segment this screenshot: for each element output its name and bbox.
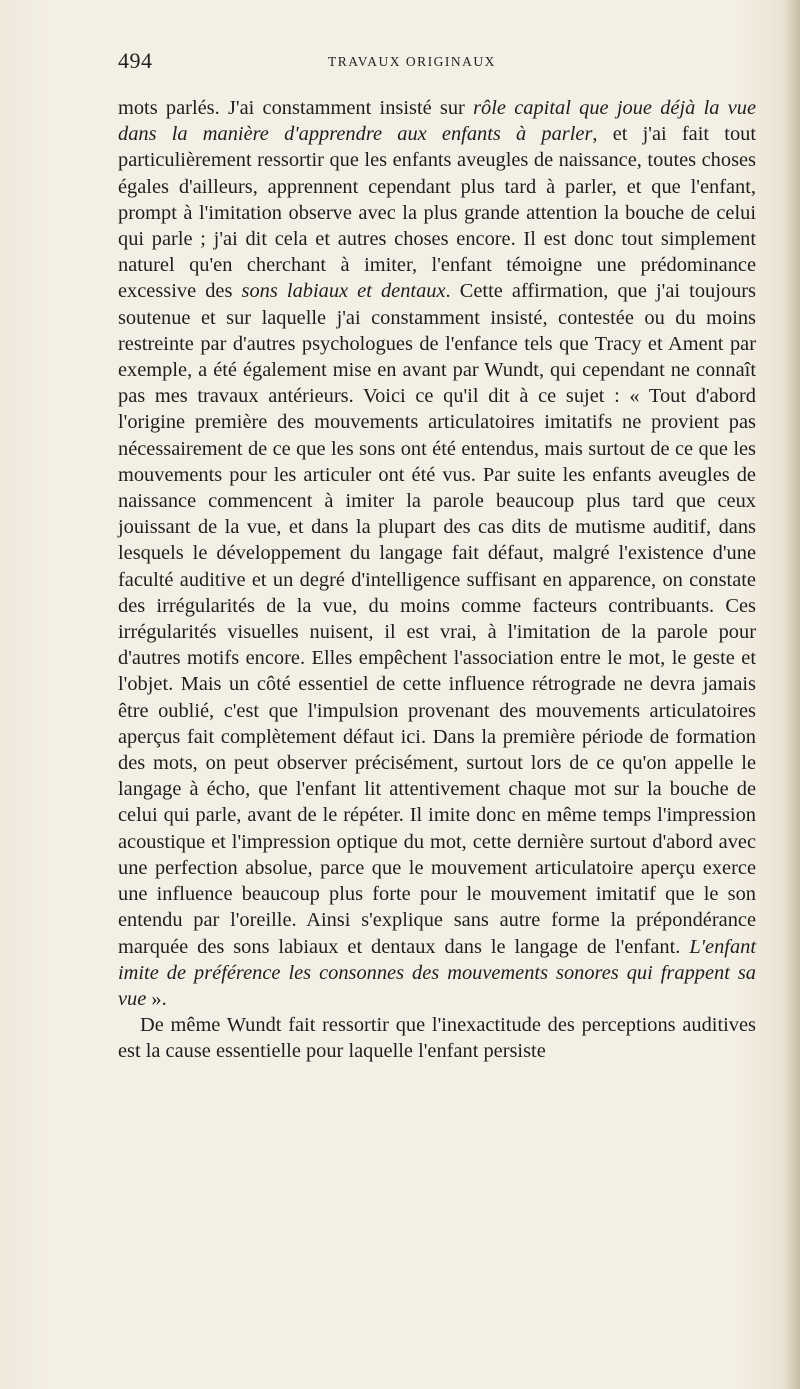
text-segment: ». xyxy=(146,987,167,1010)
page-edge-shadow xyxy=(782,0,800,1389)
italic-segment: L'enfant imite de préférence les consonnes des mouvements sonores qui frappent sa vue xyxy=(118,935,756,1010)
italic-segment: rôle capital que joue déjà la vue dans la manière d'apprendre aux enfants à parler xyxy=(118,97,757,146)
text-segment: . Cette affirmation, que j'ai toujours soutenue et sur laquelle j'ai constamment insisté, contestée ou du moins restreinte par d'autres psychologues de l'enfance tels que Tracy et Ament par exemple, a été également mise en avant par Wundt, qui cependant ne connaît pas mes travaux antérieurs. Voici ce qu'il dit à ce sujet : « Tout d'abord l'origine première des mouvements articulatoires imitatifs ne provient pas nécessairement de ce que les sons ont été entendus, mais surtout de ce que les mouvements pour les articuler ont été vus. Par suite les enfants aveugles de naissance commencent à imiter la parole beaucoup plus tard que ceux jouissant de la vue, et dans la plupart des cas dits de mutisme auditif, dans lesquels le développement du langage fait défaut, malgré l'existence d'une faculté auditive et un degré d'intelligence suffisant en apparence, on constate des irrégularités de la vue, du moins comme facteurs contribuants. Ces irrégularités visuelles nuisent, il est vrai, à l'imitation de la parole pour d'autres motifs encore. Elles empêchent l'association entre le mot, le geste et l'objet. Mais un côté essentiel de cette influence rétrograde ne devra jamais être oublié, c'est que l'impulsion provenant des mouvements articulatoires aperçus fait complètement défaut ici. Dans la première période de formation des mots, on peut observer précisément, surtout lors de ce qu'on appelle le langage à écho, que l'enfant lit attentivement chaque mot sur la bouche de celui qui parle, avant de le répéter. Il imite donc en même temps l'impression acoustique et l'impression optique du mot, cette dernière surtout d'abord avec une perfection absolue, parce que le mouvement articulatoire aperçu exerce une influence beaucoup plus forte pour le mouvement imitatif que le son entendu par l'oreille. Ainsi s'explique sans autre forme la prépondérance marquée des sons labiaux et dentaux dans le langage de l'enfant. xyxy=(118,280,756,958)
text-segment: mots parlés. J'ai constamment insisté sur xyxy=(118,97,474,119)
body-text xyxy=(118,95,756,1065)
text-segment: De même Wundt fait ressortir que l'inexactitude des perceptions auditives est la cause essentielle pour laquelle l'enfant persiste xyxy=(118,1014,756,1063)
page-number: 494 xyxy=(118,48,153,73)
running-head: TRAVAUX ORIGINAUX xyxy=(328,54,496,69)
paragraph xyxy=(118,95,756,1012)
paragraph xyxy=(118,1012,756,1064)
page-header xyxy=(118,48,758,78)
text-segment: , et j'ai fait tout particulièrement ressortir que les enfants aveugles de naissance, toutes choses égales d'ailleurs, apprennent cependant plus tard à parler, et que l'enfant, prompt à l'imitation observe avec la plus grande attention la bouche de celui qui parle ; j'ai dit cela et autres choses encore. Il est donc tout simplement naturel qu'en cherchant à imiter, l'enfant témoigne une prédominance excessive des xyxy=(118,123,756,303)
italic-segment: sons labiaux et dentaux xyxy=(241,280,446,303)
